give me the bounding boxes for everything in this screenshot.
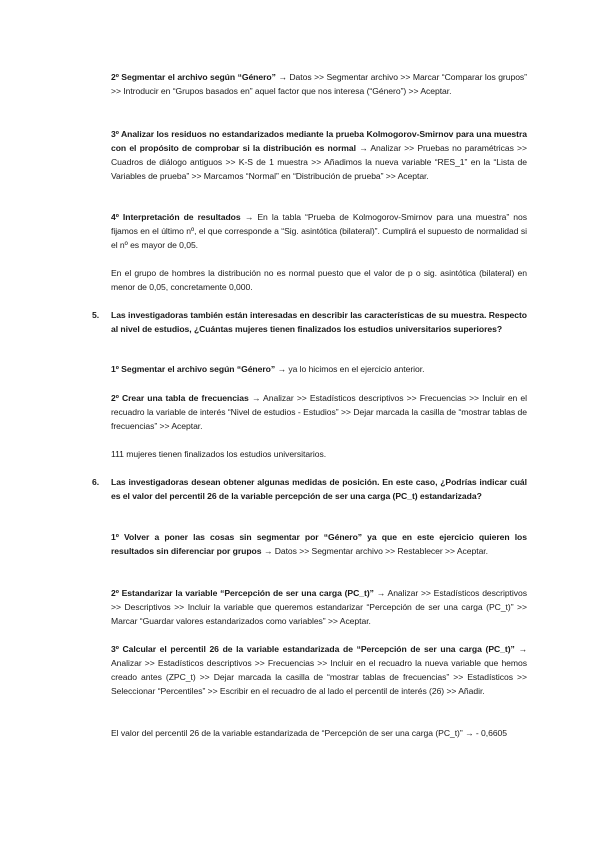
men-distribution-note [111,266,527,294]
step-segment-gender [111,70,527,98]
answer-text: El valor del percentil 26 de la variable estandarizada de “Percepción de ser una carga (PC_t)” → - 0,6605 [111,728,508,738]
question-5-text [111,308,527,336]
step-text: → Datos >> Segmentar archivo >> Marcar “Comparar los grupos” >> Introducir en “Grupos basados en” aquel factor que nos interesa (“Género”) >> Aceptar. [111,72,527,96]
step-text: → Analizar >> Pruebas no paramétricas >> Cuadros de diálogo antiguos >> K-S de 1 muestra >> Añadimos la nueva variable “RES_1” en la “Lista de Variables de prueba” >> Marcamos “Normal” en “Distribución de prueba” >> Aceptar. [111,143,527,181]
step-lead: 3º Calcular el percentil 26 de la variable estandarizada de “Percepción de ser una carga (PC_t)” [111,644,515,654]
question-text: Las investigadoras desean obtener algunas medidas de posición. En este caso, ¿Podrías indicar cuál es el valor del percentil 26 de la variable percepción de ser una carga (PC_t) estandarizada? [111,477,527,501]
question-6-number: 6. [92,477,100,487]
step-text: → ya lo hicimos en el ejercicio anterior. [275,364,425,374]
step-lead: 3º Analizar los residuos no estandarizados mediante la prueba Kolmogorov-Smirnov para una muestra con el propósito de comprobar si la distribución es normal [111,129,527,153]
q5-step-2 [111,391,527,433]
step-text: → Analizar >> Estadísticos descriptivos >> Descriptivos >> Incluir la variable que queremos estandarizar “Percepción de ser una carga (PC_t)” >> Marcar “Guardar valores estandarizados como variables” >> Aceptar. [111,588,527,626]
q5-answer [111,447,527,461]
q6-step-1 [111,530,527,558]
step-text: → Analizar >> Estadísticos descriptivos >> Frecuencias >> Incluir en el recuadro la nueva variable que hemos creado antes (ZPC_t) >> Dejar marcada la casilla de “mostrar tablas de frecuencias” >> Estadísticos >> Seleccionar “Percentiles” >> Escribir en el recuadro de al lado el percentil de interés (26) >> Añadir. [111,644,527,696]
step-lead: 4º Interpretación de resultados [111,212,241,222]
q6-answer [111,726,527,740]
q6-step-2 [111,586,527,628]
step-lead: 2º Estandarizar la variable “Percepción de ser una carga (PC_t)” [111,588,374,598]
answer-text: 111 mujeres tienen finalizados los estudios universitarios. [111,449,327,459]
step-text: → Analizar >> Estadísticos descriptivos >> Frecuencias >> Incluir en el recuadro la variable de interés “Nivel de estudios - Estudios” >> Dejar marcada la casilla de “mostrar tablas de frecuencias” >> Aceptar. [111,393,527,431]
question-text: Las investigadoras también están interesadas en describir las características de su muestra. Respecto al nivel de estudios, ¿Cuántas mujeres tienen finalizados los estudios universitarios superiores? [111,310,527,334]
step-text: → En la tabla “Prueba de Kolmogorov-Smirnov para una muestra” nos fijamos en el último nº, el que corresponde a “Sig. asintótica (bilateral)”. Cumplirá el supuesto de normalidad si el nº es mayor de 0,05. [111,212,528,250]
step-text: → Datos >> Segmentar archivo >> Restablecer >> Aceptar. [261,546,488,556]
step-lead: 1º Volver a poner las cosas sin segmentar por “Género” ya que en este ejercicio quieren los resultados sin diferenciar por grupos [111,532,527,556]
question-5-number: 5. [92,310,100,320]
step-lead: 1º Segmentar el archivo según “Género” [111,364,276,374]
paragraph-text: En el grupo de hombres la distribución no es normal puesto que el valor de p o sig. asintótica (bilateral) en menor de 0,05, concretamente 0,000. [111,268,527,292]
step-lead: 2º Crear una tabla de frecuencias [111,393,249,403]
step-lead: 2º Segmentar el archivo según “Género” [111,72,276,82]
step-analyze-residuals [111,127,527,183]
step-interpret-results [111,210,527,252]
q6-step-3 [111,642,527,698]
question-6-text [111,475,527,503]
q5-step-1 [111,362,527,376]
